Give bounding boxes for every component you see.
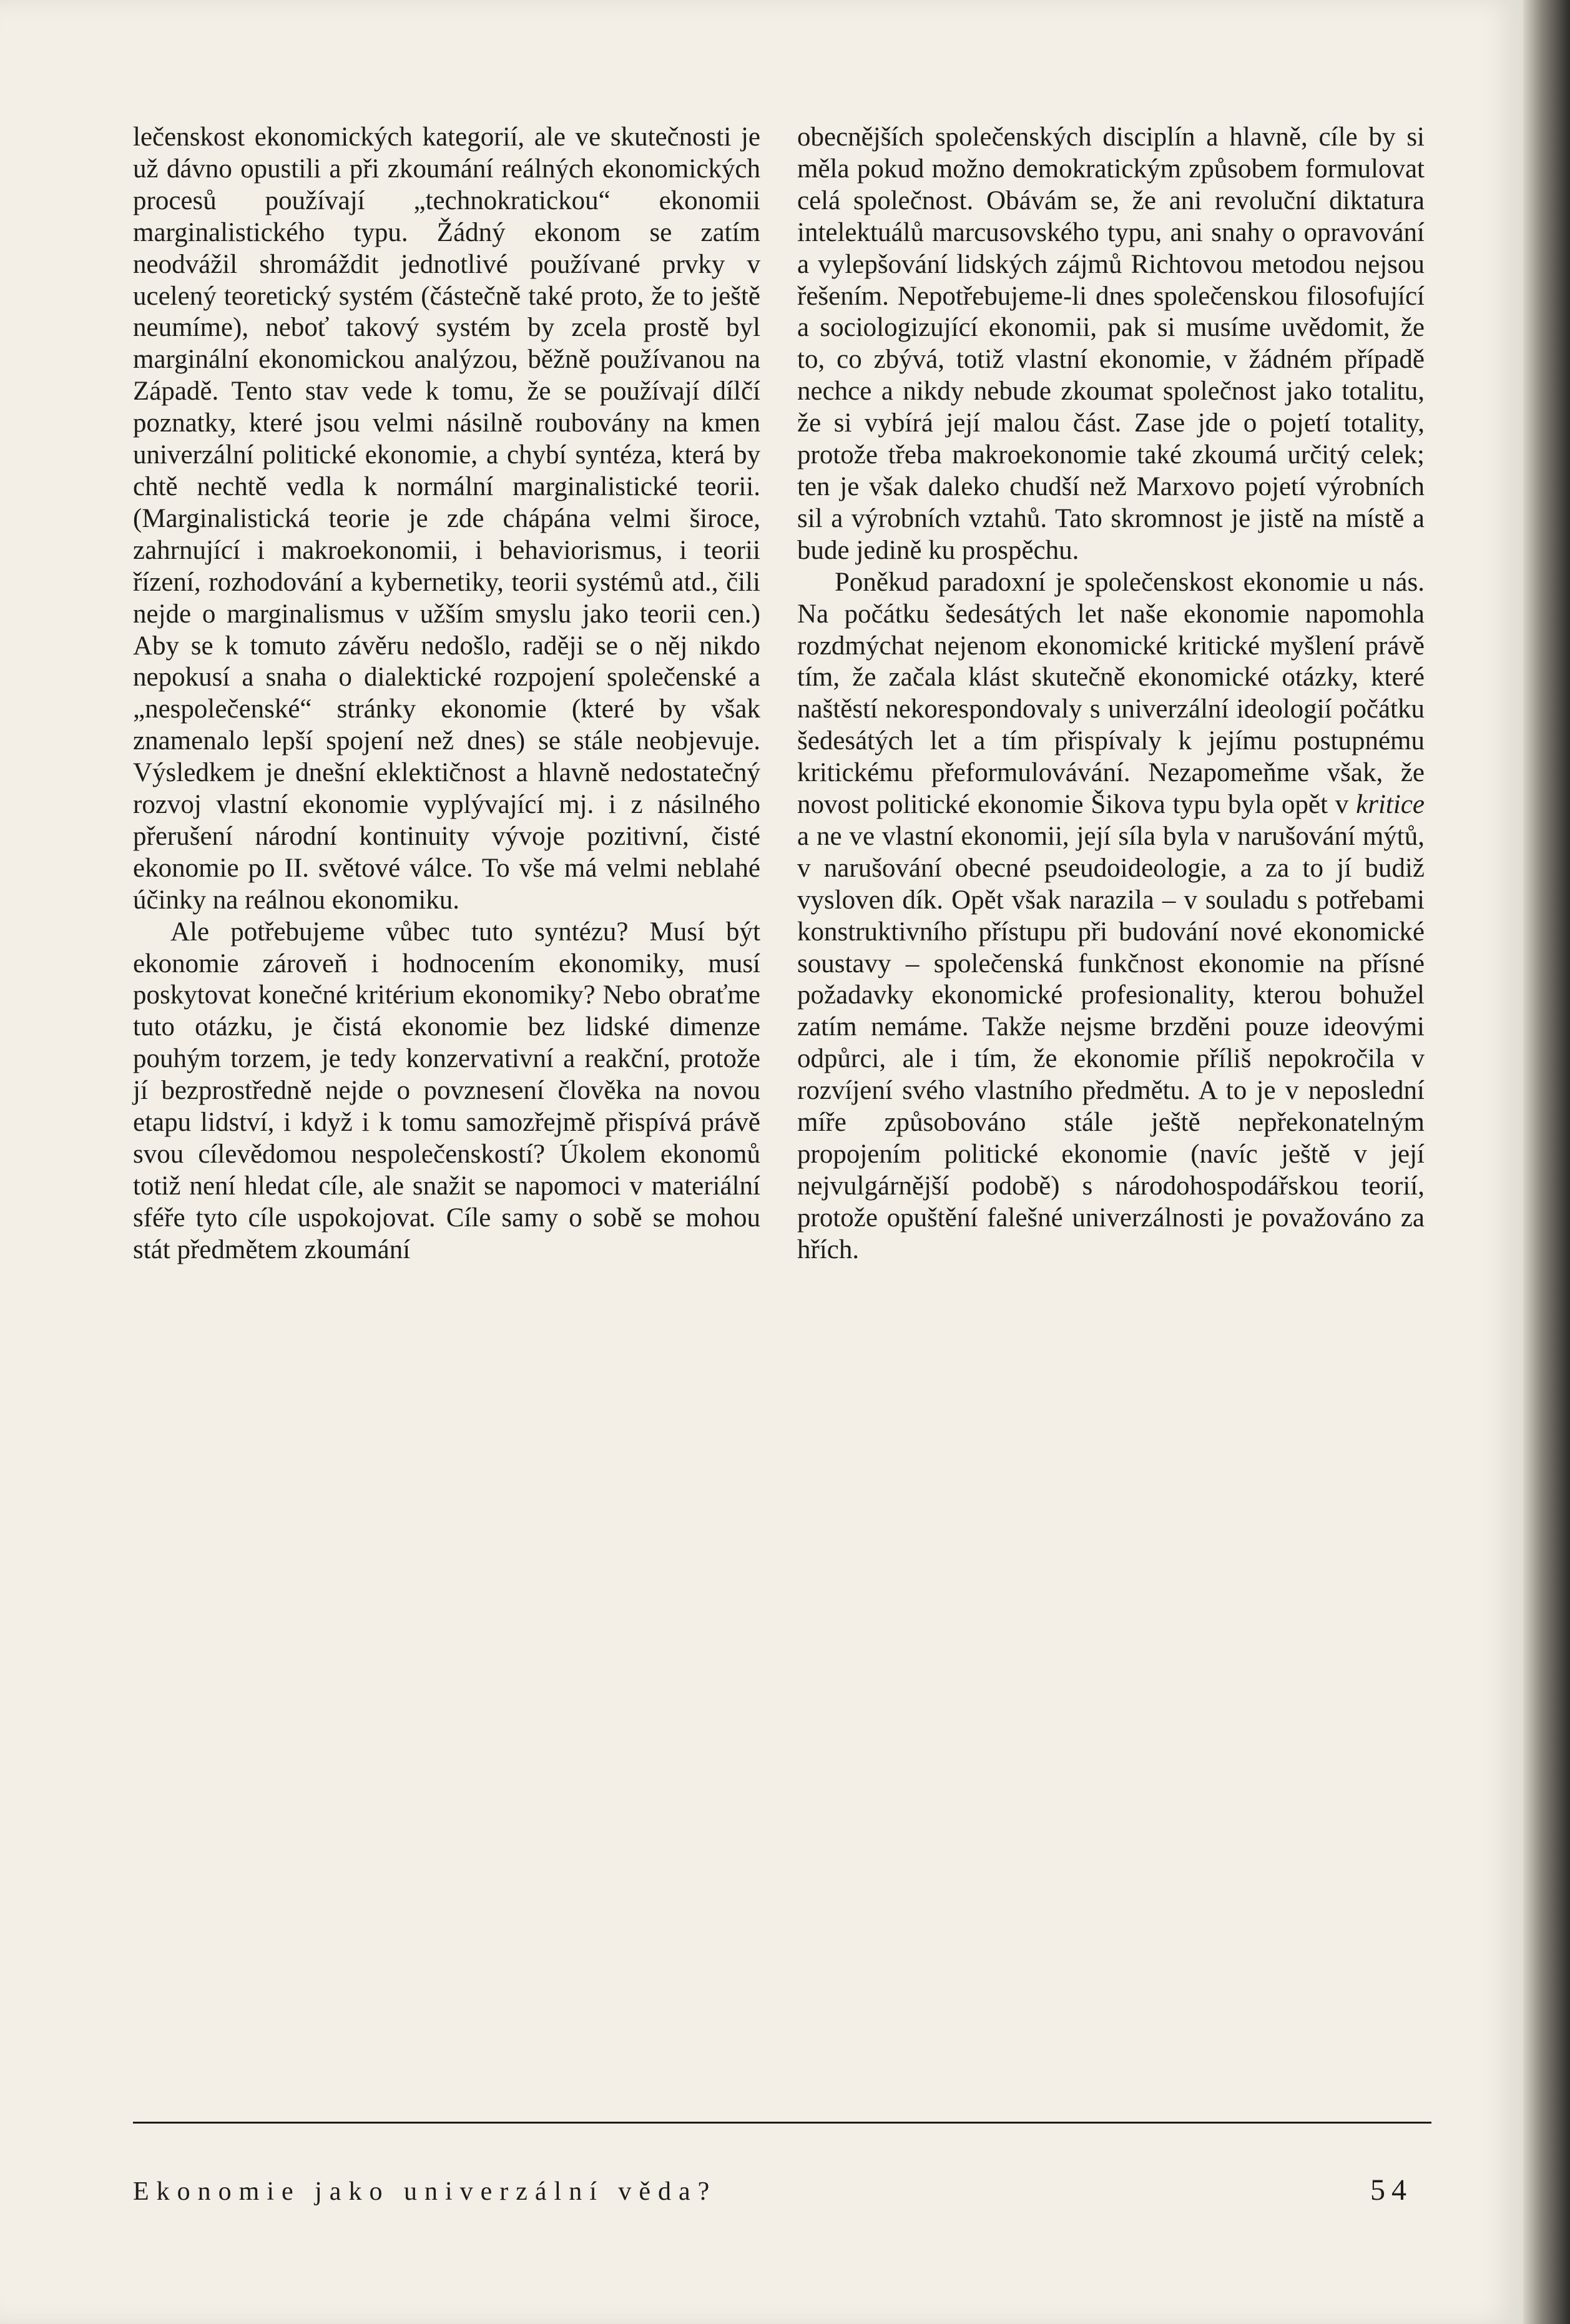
page-edge-shadow: [1523, 0, 1570, 2324]
left-paragraph-1: lečenskost ekonomických kategorií, ale ve skutečnosti je už dávno opustili a při zkoumání reálných ekonomických procesů používají „technokratickou“ ekonomii marginalistického typu. Žádný ekonom se zatím neodvážil shromáždit jednotlivé používané prvky v ucelený teoretický systém (částečně také proto, že to ještě neumíme), neboť takový systém by zcela prostě byl marginální ekonomickou analýzou, běžně používanou na Západě. Tento stav vede k tomu, že se používají dílčí poznatky, které jsou velmi násilně roubovány na kmen univerzální politické ekonomie, a chybí syntéza, která by chtě nechtě vedla k normální marginalistické teorii. (Marginalistická teorie je zde chápána velmi široce, zahrnující i makroekonomii, i behaviorismus, i teorii řízení, rozhodování a kybernetiky, teorii systémů atd., čili nejde o marginalismus v užším smyslu jako teorii cen.) Aby se k tomuto závěru nedošlo, raději se o něj nikdo nepokusí a snaha o dialektické rozpojení společenské a „nespolečenské“ stránky ekonomie (které by však znamenalo lepší spojení než dnes) se stále neobjevuje. Výsledkem je dnešní eklektičnost a hlavně nedostatečný rozvoj vlastní ekonomie vyplývající mj. i z násilného přerušení národní kontinuity vývoje pozitivní, čisté ekonomie po II. světové válce. To vše má velmi neblahé účinky na reálnou ekonomiku.: [133, 122, 760, 915]
left-paragraph-2: Ale potřebujeme vůbec tuto syntézu? Musí být ekonomie zároveň i hodnocením ekonomiky, musí poskytovat konečné kritérium ekonomiky? Nebo obraťme tuto otázku, je čistá ekonomie bez lidské dimenze pouhým torzem, je tedy konzervativní a reakční, protože jí bezprostředně nejde o povznesení člověka na novou etapu lidství, i když i k tomu samozřejmě přispívá právě svou cílevědomou nespolečenskostí? Úkolem ekonomů totiž není hledat cíle, ale snažit se napomoci v materiální sféře tyto cíle uspokojovat. Cíle samy o sobě se mohou stát předmětem zkoumání: [133, 917, 760, 1264]
right-paragraph-2: [797, 567, 1425, 1266]
footer-rule: [133, 2122, 1431, 2124]
italic-word-kritice: kritice: [1356, 790, 1425, 820]
right-text-column: [797, 122, 1425, 1266]
page-number: 54: [1370, 2174, 1413, 2207]
right-paragraph-1: obecnějších společenských disciplín a hlavně, cíle by si měla pokud možno demokratickým způsobem formulovat celá společnost. Obávám se, že ani revoluční diktatura intelektuálů marcusovského typu, ani snahy o opravování a vylepšování lidských zájmů Richtovou metodou nejsou řešením. Nepotřebujeme-li dnes společenskou filosofující a sociologizující ekonomii, pak si musíme uvědomit, že to, co zbývá, totiž vlastní ekonomie, v žádném případě nechce a nikdy nebude zkoumat společnost jako totalitu, že si vybírá její malou část. Zase jde o pojetí totality, protože třeba makroekonomie také zkoumá určitý celek; ten je však daleko chudší než Marxovo pojetí výrobních sil a výrobních vztahů. Tato skromnost je jistě na místě a bude jedině ku prospěchu.: [797, 122, 1425, 565]
left-text-column: [133, 122, 760, 1266]
right-paragraph-2-part-1: Poněkud paradoxní je společenskost ekonomie u nás. Na počátku šedesátých let naše ekonomie napomohla rozdmýchat nejenom ekonomické kritické myšlení právě tím, že začala klást skutečně ekonomické otázky, které naštěstí nekorespondovaly s univerzální ideologií počátku šedesátých let a tím přispívaly k jejímu postupnému kritickému přeformulovávání. Nezapomeňme však, že novost politické ekonomie Šikova typu byla opět v: [797, 567, 1425, 820]
running-footer-title: Ekonomie jako univerzální věda?: [133, 2177, 717, 2206]
right-paragraph-2-part-2: a ne ve vlastní ekonomii, její síla byla v narušování mýtů, v narušování obecné pseudoideologie, a za to jí budiž vysloven dík. Opět však narazila – v souladu s potřebami konstruktivního přístupu při budování nové ekonomické soustavy – společenská funkčnost ekonomie na přísné požadavky ekonomické profesionality, kterou bohužel zatím nemáme. Takže nejsme brzděni pouze ideovými odpůrci, ale i tím, že ekonomie příliš nepokročila v rozvíjení svého vlastního předmětu. A to je v neposlední míře způsobováno stále ještě nepřekonatelným propojením politické ekonomie (navíc ještě v její nejvulgárnější podobě) s národohospodářskou teorií, protože opuštění falešné univerzálnosti je považováno za hřích.: [797, 821, 1425, 1264]
